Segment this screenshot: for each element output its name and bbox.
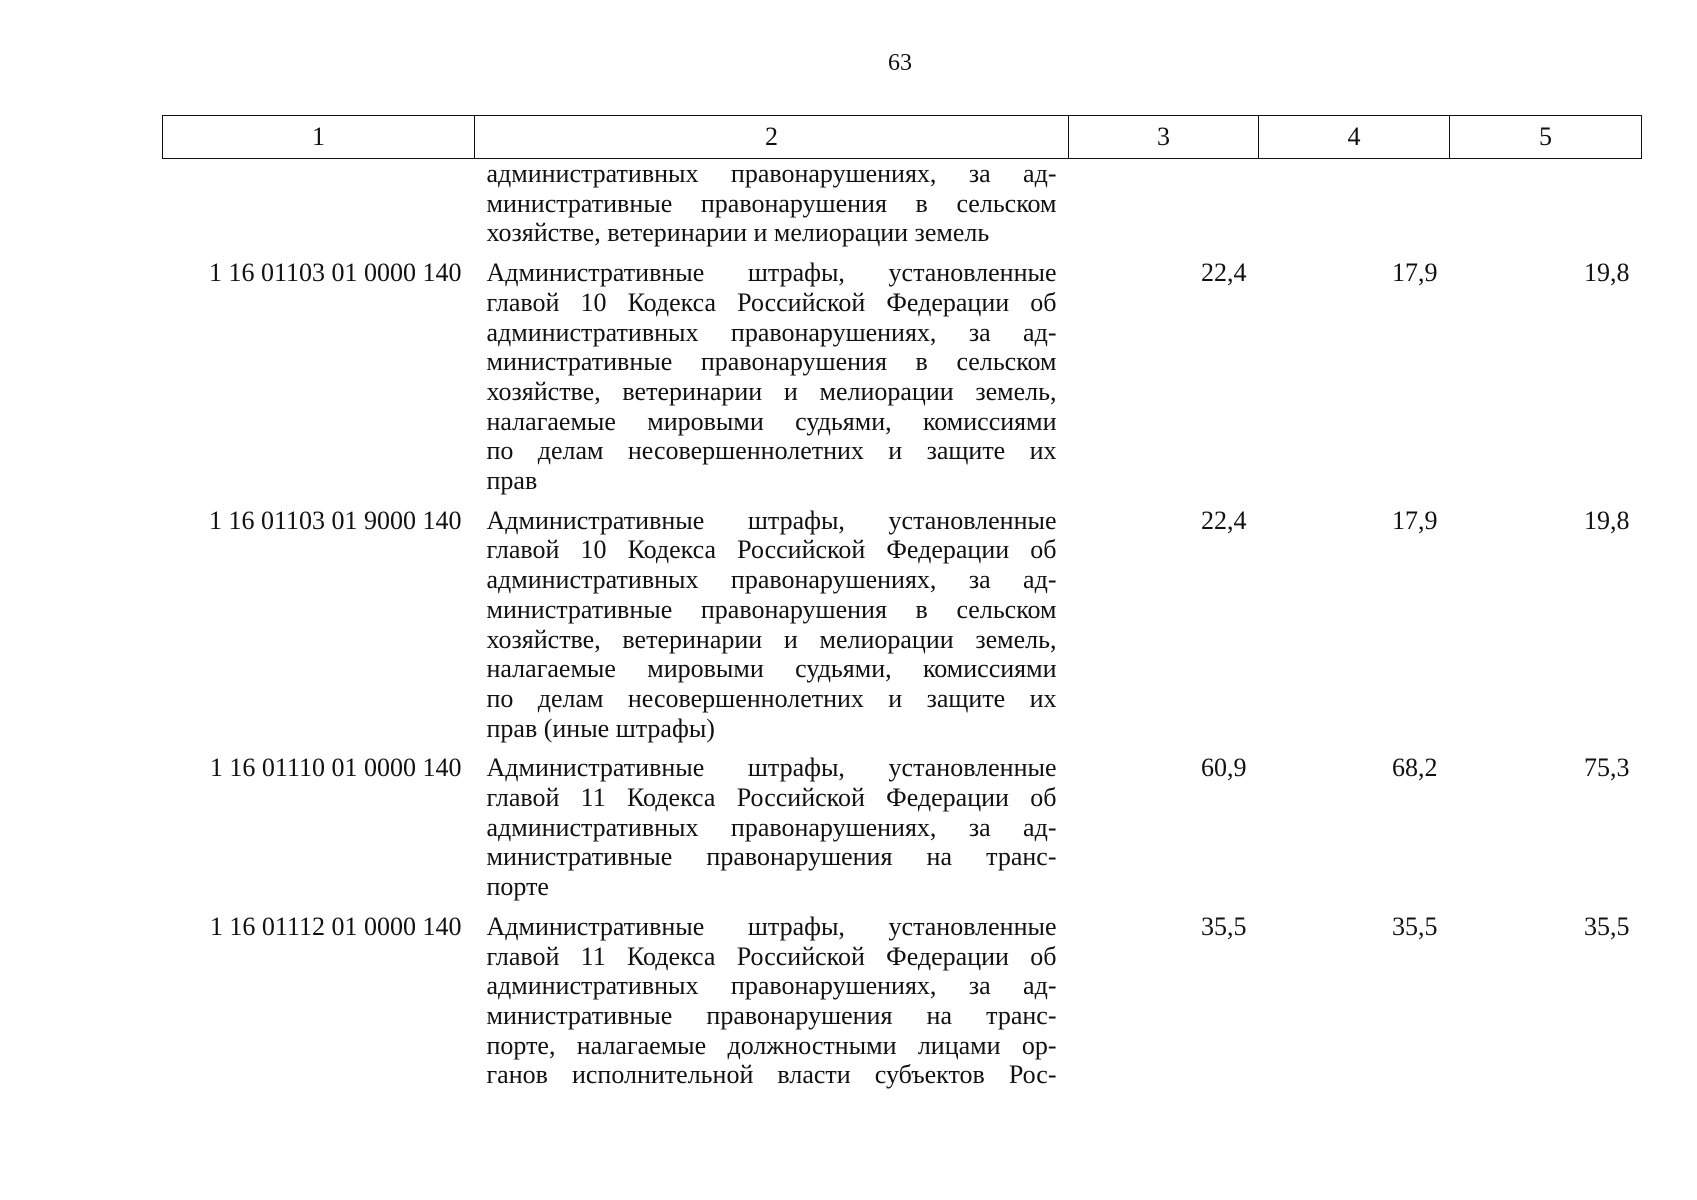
description-cell [475,506,1069,754]
revenue-table [162,115,1642,1100]
header-col-2: 2 [475,116,1069,159]
table-row [163,258,1642,506]
code-cell: 1 16 01103 01 9000 140 [208,505,462,535]
description-line: главой 10 Кодекса Российской Федерации об [486,535,1057,565]
description-line: прав [486,466,538,496]
code-cell: 1 16 01103 01 0000 140 [208,258,462,288]
description-line: хозяйстве, ветеринарии и мелиорации земель, [486,624,1057,654]
value-cell-col3 [1069,159,1259,259]
description-line: порте [486,872,549,902]
value-cell-col4: 17,9 [1392,505,1438,535]
description-line: ганов исполнительной власти субъектов Рос- [486,1060,1057,1090]
value-cell-col4: 17,9 [1392,258,1438,288]
description-line: административных правонарушениях, за ад- [486,159,1057,188]
value-cell-col5: 19,8 [1584,505,1630,535]
table-body [163,159,1642,1101]
description-line: министративные правонарушения на транс- [486,1000,1057,1030]
description-line: налагаемые мировыми судьями, комиссиями [486,654,1057,684]
description-line: административных правонарушениях, за ад- [486,317,1057,347]
description-line: Административные штрафы, установленные [486,911,1057,941]
description-line: по делам несовершеннолетних и защите их [486,683,1057,713]
description-line: министративные правонарушения в сельском [486,188,1057,218]
description-line: Административные штрафы, установленные [486,505,1057,535]
value-cell-col3: 22,4 [1201,505,1247,535]
description-line: главой 11 Кодекса Российской Федерации об [486,941,1057,971]
header-col-1: 1 [163,116,475,159]
description-line: административных правонарушениях, за ад- [486,971,1057,1001]
header-col-3: 3 [1069,116,1259,159]
description-cell [475,753,1069,912]
value-cell-col3: 35,5 [1201,911,1247,941]
description-line: налагаемые мировыми судьями, комиссиями [486,406,1057,436]
description-line: хозяйстве, ветеринарии и мелиорации земель, [486,376,1057,406]
value-cell-col5: 35,5 [1584,911,1630,941]
value-cell-col5 [1450,159,1642,259]
description-line: административных правонарушениях, за ад- [486,565,1057,595]
page-number: 63 [888,50,912,76]
description-line: министративные правонарушения на транс- [486,842,1057,872]
code-cell: 1 16 01110 01 0000 140 [209,753,462,783]
code-cell [163,159,475,259]
code-cell: 1 16 01112 01 0000 140 [209,911,462,941]
description-line: по делам несовершеннолетних и защите их [486,436,1057,466]
value-cell-col4: 68,2 [1392,753,1438,783]
description-line: Административные штрафы, установленные [486,258,1057,288]
description-line: порте, налагаемые должностными лицами ор- [486,1030,1057,1060]
value-cell-col4: 35,5 [1392,911,1438,941]
table-row [163,506,1642,754]
value-cell-col5: 75,3 [1584,753,1630,783]
value-cell-col4 [1259,159,1450,259]
description-line: хозяйстве, ветеринарии и мелиорации земель [486,218,990,248]
description-line: главой 11 Кодекса Российской Федерации об [486,783,1057,813]
description-cell [475,258,1069,506]
description-line: Административные штрафы, установленные [486,753,1057,783]
description-line: министративные правонарушения в сельском [486,594,1057,624]
header-col-5: 5 [1450,116,1642,159]
description-line: административных правонарушениях, за ад- [486,812,1057,842]
value-cell-col3: 60,9 [1201,753,1247,783]
description-line: министративные правонарушения в сельском [486,347,1057,377]
table-row-continuation [163,159,1642,259]
table-row [163,912,1642,1100]
description-line: прав (иные штрафы) [486,713,715,743]
header-col-4: 4 [1259,116,1450,159]
table-header [163,116,1642,159]
value-cell-col5: 19,8 [1584,258,1630,288]
table-row [163,753,1642,912]
description-cell [475,159,1069,259]
description-line: главой 10 Кодекса Российской Федерации об [486,287,1057,317]
header-row [163,116,1642,159]
value-cell-col3: 22,4 [1201,258,1247,288]
description-cell [475,912,1069,1100]
